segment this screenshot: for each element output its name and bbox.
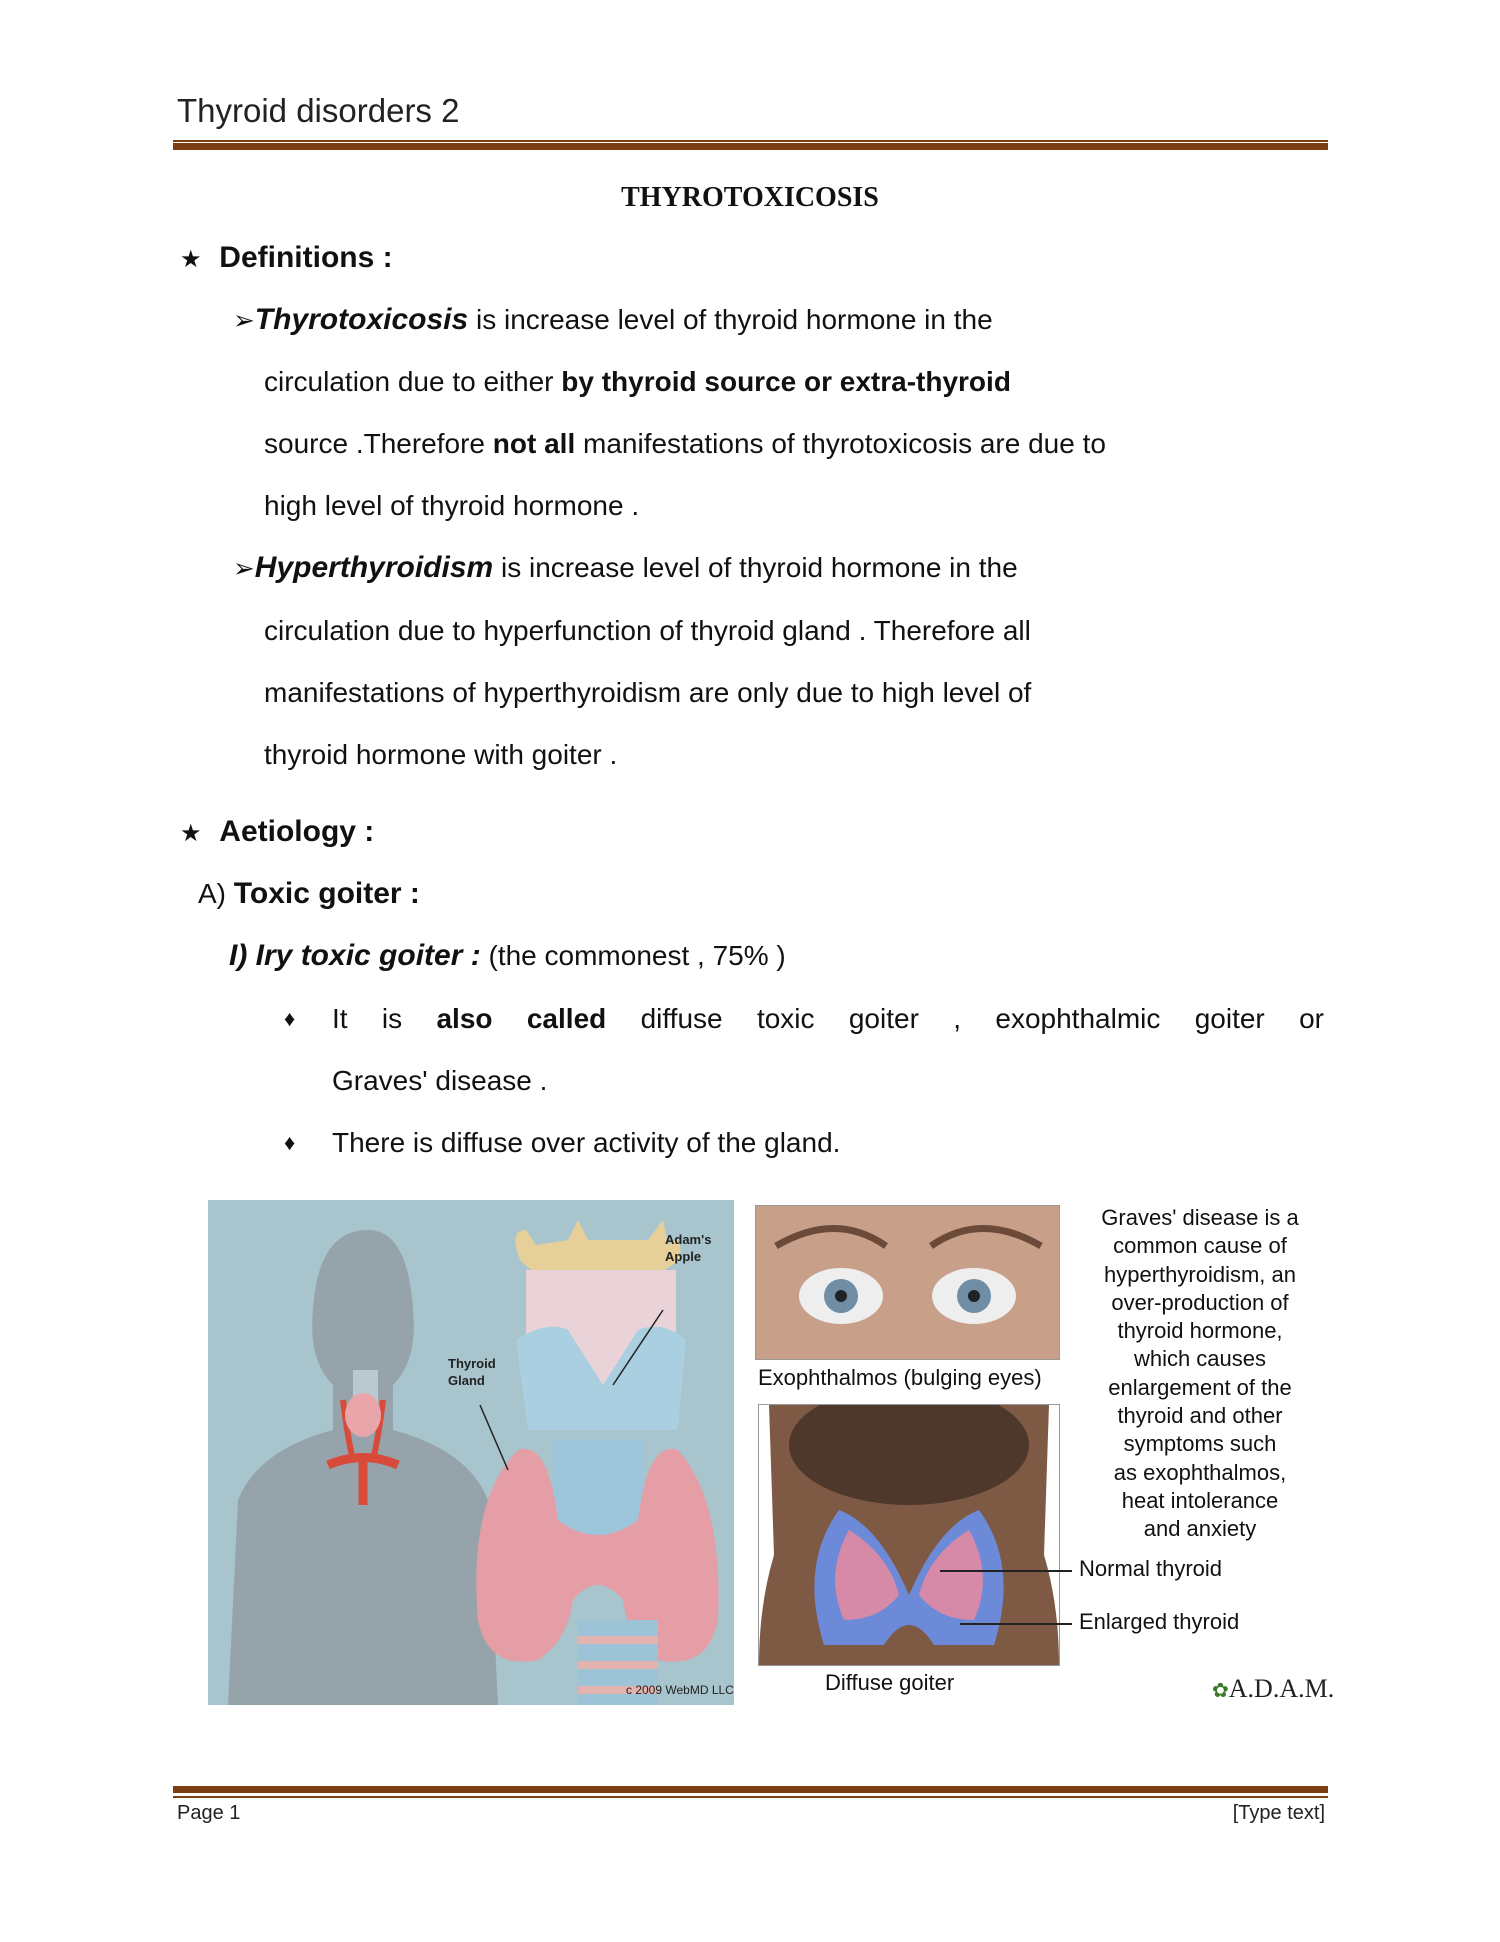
- aetiology-heading-text: Aetiology :: [219, 815, 375, 848]
- bullet-also-called: [332, 1002, 1324, 1036]
- description-line: Graves' disease is a: [1101, 1205, 1299, 1230]
- label-normal-thyroid: Normal thyroid: [1079, 1556, 1223, 1581]
- toxic-goiter-heading: [198, 877, 420, 911]
- description-line: and anxiety: [1143, 1516, 1257, 1542]
- description-line: which causes: [1133, 1346, 1267, 1372]
- hyperthyroidism-definition-line4: thyroid hormone with goiter .: [264, 739, 618, 770]
- definitions-heading: [180, 241, 393, 277]
- bullet-diffuse-activity: There is diffuse over activity of the gland.: [332, 1127, 841, 1158]
- footer-rule-thick: [173, 1786, 1328, 1793]
- diamond-bullet-icon: ♦: [284, 1006, 296, 1031]
- definition-text: manifestations of thyrotoxicosis are due to: [575, 428, 1106, 459]
- definition-bold-text: not all: [492, 428, 576, 459]
- bullet-text: diffuse toxic goiter , exophthalmic goiter or: [606, 1003, 1324, 1034]
- description-line: enlargement of the: [1108, 1374, 1292, 1400]
- hyperthyroidism-definition-line1: [233, 551, 1018, 585]
- definition-text: circulation due to either: [264, 366, 562, 397]
- primary-toxic-goiter-heading: [229, 939, 786, 973]
- logo-text: A.D.A.M.: [1228, 1674, 1335, 1703]
- thyrotoxicosis-definition-line1: [233, 303, 993, 337]
- term-hyperthyroidism: Hyperthyroidism: [254, 551, 494, 584]
- list-prefix: A): [198, 878, 234, 909]
- definition-text: source .Therefore: [264, 428, 493, 459]
- graves-description: [1082, 1204, 1318, 1544]
- label-text: Apple: [665, 1249, 702, 1264]
- description-line: thyroid hormone,: [1117, 1318, 1283, 1344]
- primary-toxic-goiter-note: (the commonest , 75% ): [480, 940, 786, 971]
- exophthalmos-photo: [755, 1205, 1060, 1360]
- definition-text: is increase level of thyroid hormone in the: [468, 304, 993, 335]
- label-adams-apple: [665, 1231, 711, 1265]
- description-line: common cause of: [1113, 1233, 1287, 1259]
- description-line: heat intolerance: [1121, 1487, 1279, 1513]
- header-title: Thyroid disorders 2: [177, 92, 460, 129]
- diffuse-goiter-photo: [758, 1404, 1060, 1666]
- thyrotoxicosis-definition-line3: [264, 427, 1106, 461]
- bullet-bold-text: also called: [436, 1003, 607, 1034]
- arrow-bullet-icon: ➢: [233, 553, 255, 583]
- page-number: Page 1: [177, 1802, 241, 1824]
- definition-bold-text: by thyroid source or extra-thyroid: [561, 366, 1011, 397]
- diamond-bullet-icon: ♦: [284, 1130, 296, 1155]
- document-title: THYROTOXICOSIS: [621, 182, 879, 213]
- star-bullet-icon: ★: [180, 246, 202, 273]
- diffuse-goiter-caption: Diffuse goiter: [825, 1670, 955, 1695]
- leaf-icon: ✿: [1212, 1680, 1229, 1702]
- leader-line-normal: [940, 1570, 1072, 1572]
- label-thyroid-gland: [448, 1355, 496, 1389]
- bullet-also-called-line2: Graves' disease .: [332, 1065, 548, 1096]
- bullet-text: It is: [332, 1003, 437, 1034]
- copyright-text: c 2009 WebMD LLC: [626, 1683, 734, 1697]
- anatomy-illustration: [208, 1200, 734, 1705]
- star-bullet-icon: ★: [180, 820, 202, 847]
- leader-line-enlarged: [960, 1623, 1072, 1625]
- description-line: hyperthyroidism, an: [1104, 1261, 1296, 1287]
- thyrotoxicosis-definition-line2: [264, 365, 1011, 399]
- exophthalmos-caption: Exophthalmos (bulging eyes): [758, 1365, 1042, 1390]
- description-line: symptoms such: [1123, 1431, 1277, 1457]
- header-rule-thin: [173, 140, 1328, 142]
- hyperthyroidism-definition-line3: manifestations of hyperthyroidism are only due to high level of: [264, 677, 1032, 708]
- thyroid-anatomy-figure: [208, 1200, 734, 1705]
- label-text: Adam's: [665, 1232, 712, 1247]
- arrow-bullet-icon: ➢: [233, 305, 255, 335]
- label-text: Thyroid: [448, 1356, 496, 1371]
- toxic-goiter-label: Toxic goiter :: [233, 877, 420, 910]
- goiter-illustration: [759, 1405, 1059, 1665]
- term-thyrotoxicosis: Thyrotoxicosis: [254, 303, 469, 336]
- definition-text: is increase level of thyroid hormone in the: [493, 552, 1018, 583]
- bulging-eyes-illustration: [756, 1206, 1059, 1359]
- adam-logo: [1212, 1674, 1334, 1704]
- description-line: over-production of: [1111, 1289, 1289, 1315]
- thyrotoxicosis-definition-line4: high level of thyroid hormone .: [264, 490, 640, 521]
- label-text: Gland: [448, 1373, 485, 1388]
- description-line: thyroid and other: [1117, 1403, 1283, 1429]
- definitions-heading-text: Definitions :: [219, 241, 393, 274]
- footer-rule-thin: [173, 1796, 1328, 1798]
- label-enlarged-thyroid: Enlarged thyroid: [1079, 1609, 1240, 1634]
- aetiology-heading: [180, 815, 374, 851]
- footer-placeholder-text: [Type text]: [1232, 1802, 1325, 1824]
- hyperthyroidism-definition-line2: circulation due to hyperfunction of thyroid gland . Therefore all: [264, 615, 1031, 646]
- description-line: as exophthalmos,: [1113, 1459, 1287, 1485]
- header-rule-thick: [173, 143, 1328, 150]
- primary-toxic-goiter-label: I) Iry toxic goiter :: [229, 939, 481, 972]
